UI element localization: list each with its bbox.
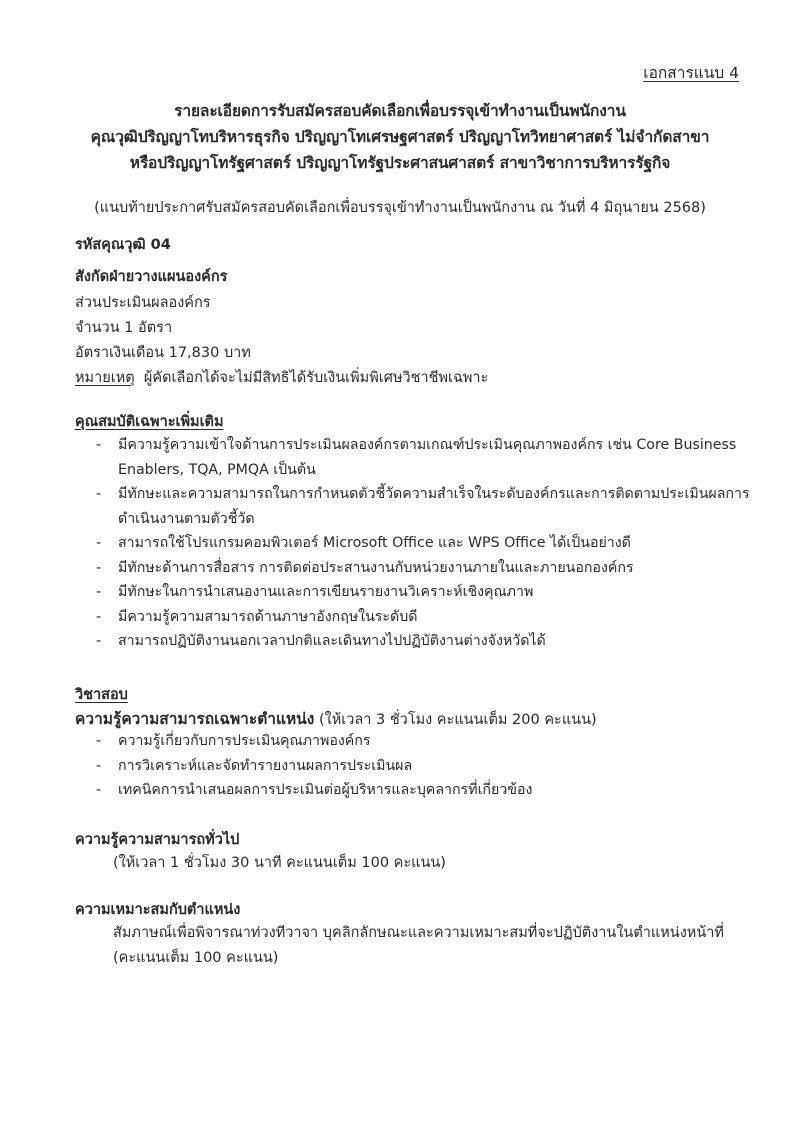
suitability-line-1: สัมภาษณ์เพื่อพิจารณาท่วงทีวาจา บุคลิกลักษณะและความเหมาะสมที่จะปฏิบัติงานในตำแหน่งหน้าที่ <box>113 925 724 941</box>
title-line-1: รายละเอียดการรับสมัครสอบคัดเลือกเพื่อบรรจุเข้าทำงานเป็นพนักงาน <box>174 102 626 120</box>
bullet-dash: - <box>96 782 102 798</box>
qualification-item <box>96 605 756 630</box>
attachment-label: เอกสารแนบ 4 <box>643 64 739 82</box>
qualification-text: สามารถปฏิบัติงานนอกเวลาปกติและเดินทางไปปฏิบัติงานต่างจังหวัดได้ <box>118 633 546 649</box>
bullet-dash: - <box>96 559 102 576</box>
bullet-dash: - <box>96 437 102 453</box>
qualification-item <box>96 580 756 605</box>
qualification-text: สามารถใช้โปรแกรมคอมพิวเตอร์ Microsoft Office และ WPS Office ได้เป็นอย่างดี <box>118 535 631 551</box>
exam-heading: วิชาสอบ <box>75 687 128 703</box>
title-line-3: หรือปริญญาโทรัฐศาสตร์ ปริญญาโทรัฐประศาสนศาสตร์ สาขาวิชาการบริหารรัฐกิจ <box>129 154 671 172</box>
exam-topic-text: การวิเคราะห์และจัดทำรายงานผลการประเมินผล <box>118 757 413 774</box>
document-title <box>0 98 800 176</box>
exam-topic-item <box>96 729 756 754</box>
qualifications-list <box>96 433 756 654</box>
specific-exam-title: ความรู้ความสามารถเฉพาะตำแหน่ง <box>75 710 315 728</box>
specific-exam-topics <box>96 729 756 803</box>
bullet-dash: - <box>96 608 102 625</box>
specific-exam-detail: (ให้เวลา 3 ชั่วโมง คะแนนเต็ม 200 คะแนน) <box>318 712 597 728</box>
qualification-text: มีความรู้ความเข้าใจด้านการประเมินผลองค์กรตามเกณฑ์ประเมินคุณภาพองค์กร เช่น Core Business <box>118 437 737 453</box>
qualification-item <box>96 433 756 482</box>
qualification-item <box>96 482 756 531</box>
exam-topic-text: ความรู้เกี่ยวกับการประเมินคุณภาพองค์กร <box>118 733 371 749</box>
qualification-text: มีทักษะและความสามารถในการกำหนดตัวชี้วัดความสำเร็จในระดับองค์กรและการติดตามประเมินผลการ <box>118 486 750 502</box>
salary-text: อัตราเงินเดือน 17,830 บาท <box>75 345 251 361</box>
qualification-code: รหัสคุณวุฒิ 04 <box>75 237 171 253</box>
qualification-item <box>96 531 756 556</box>
bullet-dash: - <box>96 733 102 749</box>
exam-topic-item <box>96 778 756 803</box>
title-line-2: คุณวุฒิปริญญาโทบริหารธุรกิจ ปริญญาโทเศรษฐศาสตร์ ปริญญาโทวิทยาศาสตร์ ไม่จำกัดสาขา <box>90 128 710 146</box>
qualification-text: มีทักษะด้านการสื่อสาร การติดต่อประสานงานกับหน่วยงานภายในและภายนอกองค์กร <box>118 559 634 576</box>
note-row <box>75 366 488 389</box>
suitability-line-2: (คะแนนเต็ม 100 คะแนน) <box>113 950 279 966</box>
department-name: สังกัดฝ่ายวางแผนองค์กร <box>75 269 228 285</box>
bullet-dash: - <box>96 584 102 600</box>
qualification-text-continued: Enablers, TQA, PMQA เป็นต้น <box>118 461 316 478</box>
note-text: ผู้คัดเลือกได้จะไม่มีสิทธิได้รับเงินเพิ่มพิเศษวิชาชีพเฉพาะ <box>143 370 489 386</box>
note-label: หมายเหตุ <box>75 370 135 386</box>
bullet-dash: - <box>96 633 102 649</box>
qualification-item <box>96 629 756 654</box>
general-exam-detail: (ให้เวลา 1 ชั่วโมง 30 นาที คะแนนเต็ม 100 คะแนน) <box>113 855 446 871</box>
qualification-item <box>96 556 756 581</box>
section-name: ส่วนประเมินผลองค์กร <box>75 295 211 311</box>
bullet-dash: - <box>96 486 102 502</box>
qualification-text-continued: ดำเนินงานตามตัวชี้วัด <box>118 510 255 527</box>
bullet-dash: - <box>96 535 102 551</box>
exam-topic-text: เทคนิคการนำเสนอผลการประเมินต่อผู้บริหารและบุคลากรที่เกี่ยวข้อง <box>118 782 533 798</box>
qualification-text: มีทักษะในการนำเสนองานและการเขียนรายงานวิเคราะห์เชิงคุณภาพ <box>118 584 534 600</box>
quota-text: จำนวน 1 อัตรา <box>75 320 173 336</box>
exam-topic-item <box>96 754 756 779</box>
general-exam-title: ความรู้ความสามารถทั่วไป <box>75 832 240 848</box>
suitability-title: ความเหมาะสมกับตำแหน่ง <box>75 902 241 918</box>
specific-exam-row <box>75 706 597 731</box>
bullet-dash: - <box>96 757 102 774</box>
document-subtitle: (แนบท้ายประกาศรับสมัครสอบคัดเลือกเพื่อบรรจุเข้าทำงานเป็นพนักงาน ณ วันที่ 4 มิถุนายน 2568) <box>94 200 706 216</box>
qualifications-heading: คุณสมบัติเฉพาะเพิ่มเติม <box>75 414 224 430</box>
qualification-text: มีความรู้ความสามารถด้านภาษาอังกฤษในระดับดี <box>118 608 418 625</box>
